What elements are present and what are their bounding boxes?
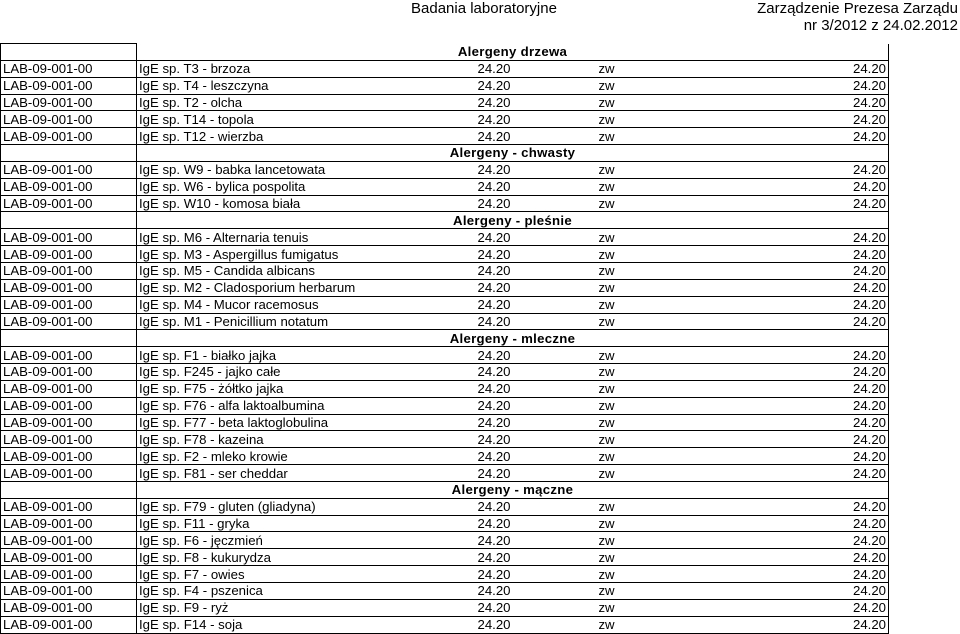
- vat-cell: zw: [513, 465, 701, 482]
- table-row: [1, 195, 889, 212]
- procedure-code-cell: LAB-09-001-00: [1, 397, 137, 414]
- procedure-code-cell: LAB-09-001-00: [1, 414, 137, 431]
- gross-price-cell: 24.20: [701, 229, 889, 246]
- section-title: Alergeny drzewa: [137, 44, 889, 61]
- net-price-cell: 24.20: [325, 616, 513, 633]
- table-row: [1, 431, 889, 448]
- table-row: [1, 465, 889, 482]
- test-name-cell: IgE sp. F11 - gryka: [137, 515, 325, 532]
- procedure-code-cell: LAB-09-001-00: [1, 161, 137, 178]
- table-row: [1, 549, 889, 566]
- gross-price-cell: 24.20: [701, 246, 889, 263]
- procedure-code-cell: LAB-09-001-00: [1, 111, 137, 128]
- vat-cell: zw: [513, 111, 701, 128]
- net-price-cell: 24.20: [325, 599, 513, 616]
- table-row: [1, 161, 889, 178]
- table-row: [1, 448, 889, 465]
- table-row: [1, 583, 889, 600]
- section-header-row: [1, 44, 889, 61]
- test-name-cell: IgE sp. F245 - jajko całe: [137, 364, 325, 381]
- test-name-cell: IgE sp. F14 - soja: [137, 616, 325, 633]
- vat-cell: zw: [513, 397, 701, 414]
- procedure-code-cell: LAB-09-001-00: [1, 532, 137, 549]
- gross-price-cell: 24.20: [701, 313, 889, 330]
- table-row: [1, 616, 889, 633]
- header-reference-line2: nr 3/2012 z 24.02.2012: [803, 17, 958, 34]
- procedure-code-cell: LAB-09-001-00: [1, 347, 137, 364]
- test-name-cell: IgE sp. F8 - kukurydza: [137, 549, 325, 566]
- test-name-cell: IgE sp. F81 - ser cheddar: [137, 465, 325, 482]
- table-row: [1, 515, 889, 532]
- gross-price-cell: 24.20: [701, 161, 889, 178]
- net-price-cell: 24.20: [325, 161, 513, 178]
- vat-cell: zw: [513, 498, 701, 515]
- section-header-row: [1, 145, 889, 162]
- table-row: [1, 60, 889, 77]
- test-name-cell: IgE sp. T14 - topola: [137, 111, 325, 128]
- procedure-code-cell: LAB-09-001-00: [1, 498, 137, 515]
- test-name-cell: IgE sp. M5 - Candida albicans: [137, 262, 325, 279]
- table-row: [1, 262, 889, 279]
- header-reference-line1: Zarządzenie Prezesa Zarządu: [757, 0, 958, 17]
- vat-cell: zw: [513, 532, 701, 549]
- procedure-code-cell: LAB-09-001-00: [1, 229, 137, 246]
- net-price-cell: 24.20: [325, 279, 513, 296]
- table-row: [1, 94, 889, 111]
- section-title: Alergeny - pleśnie: [137, 212, 889, 229]
- gross-price-cell: 24.20: [701, 128, 889, 145]
- procedure-code-cell: LAB-09-001-00: [1, 448, 137, 465]
- net-price-cell: 24.20: [325, 414, 513, 431]
- gross-price-cell: 24.20: [701, 448, 889, 465]
- procedure-code-cell: LAB-09-001-00: [1, 77, 137, 94]
- net-price-cell: 24.20: [325, 364, 513, 381]
- net-price-cell: 24.20: [325, 94, 513, 111]
- net-price-cell: 24.20: [325, 178, 513, 195]
- section-title: Alergeny - mleczne: [137, 330, 889, 347]
- gross-price-cell: 24.20: [701, 431, 889, 448]
- table-row: [1, 229, 889, 246]
- procedure-code-cell: LAB-09-001-00: [1, 515, 137, 532]
- vat-cell: zw: [513, 414, 701, 431]
- table-row: [1, 397, 889, 414]
- test-name-cell: IgE sp. F9 - ryż: [137, 599, 325, 616]
- table-row: [1, 380, 889, 397]
- gross-price-cell: 24.20: [701, 94, 889, 111]
- net-price-cell: 24.20: [325, 431, 513, 448]
- procedure-code-cell: LAB-09-001-00: [1, 313, 137, 330]
- vat-cell: zw: [513, 279, 701, 296]
- table-row: [1, 414, 889, 431]
- test-name-cell: IgE sp. F78 - kazeina: [137, 431, 325, 448]
- table-row: [1, 347, 889, 364]
- test-name-cell: IgE sp. T3 - brzoza: [137, 60, 325, 77]
- test-name-cell: IgE sp. F7 - owies: [137, 566, 325, 583]
- net-price-cell: 24.20: [325, 448, 513, 465]
- gross-price-cell: 24.20: [701, 279, 889, 296]
- header-reference: [757, 0, 958, 34]
- vat-cell: zw: [513, 380, 701, 397]
- table-row: [1, 178, 889, 195]
- test-name-cell: IgE sp. M1 - Penicillium notatum: [137, 313, 325, 330]
- vat-cell: zw: [513, 566, 701, 583]
- vat-cell: zw: [513, 246, 701, 263]
- section-header-blank: [1, 44, 137, 61]
- procedure-code-cell: LAB-09-001-00: [1, 94, 137, 111]
- test-name-cell: IgE sp. T2 - olcha: [137, 94, 325, 111]
- gross-price-cell: 24.20: [701, 111, 889, 128]
- net-price-cell: 24.20: [325, 128, 513, 145]
- table-row: [1, 279, 889, 296]
- section-header-blank: [1, 212, 137, 229]
- procedure-code-cell: LAB-09-001-00: [1, 549, 137, 566]
- test-name-cell: IgE sp. F1 - białko jajka: [137, 347, 325, 364]
- net-price-cell: 24.20: [325, 111, 513, 128]
- net-price-cell: 24.20: [325, 246, 513, 263]
- table-row: [1, 77, 889, 94]
- gross-price-cell: 24.20: [701, 515, 889, 532]
- table-row: [1, 364, 889, 381]
- section-header-blank: [1, 330, 137, 347]
- procedure-code-cell: LAB-09-001-00: [1, 616, 137, 633]
- gross-price-cell: 24.20: [701, 380, 889, 397]
- net-price-cell: 24.20: [325, 515, 513, 532]
- gross-price-cell: 24.20: [701, 178, 889, 195]
- test-name-cell: IgE sp. W6 - bylica pospolita: [137, 178, 325, 195]
- procedure-code-cell: LAB-09-001-00: [1, 583, 137, 600]
- net-price-cell: 24.20: [325, 60, 513, 77]
- procedure-code-cell: LAB-09-001-00: [1, 128, 137, 145]
- table-row: [1, 313, 889, 330]
- section-header-row: [1, 330, 889, 347]
- vat-cell: zw: [513, 515, 701, 532]
- vat-cell: zw: [513, 262, 701, 279]
- gross-price-cell: 24.20: [701, 532, 889, 549]
- gross-price-cell: 24.20: [701, 583, 889, 600]
- net-price-cell: 24.20: [325, 549, 513, 566]
- table-row: [1, 296, 889, 313]
- vat-cell: zw: [513, 178, 701, 195]
- net-price-cell: 24.20: [325, 77, 513, 94]
- gross-price-cell: 24.20: [701, 599, 889, 616]
- net-price-cell: 24.20: [325, 347, 513, 364]
- net-price-cell: 24.20: [325, 566, 513, 583]
- net-price-cell: 24.20: [325, 380, 513, 397]
- table-row: [1, 599, 889, 616]
- procedure-code-cell: LAB-09-001-00: [1, 195, 137, 212]
- section-header-blank: [1, 145, 137, 162]
- gross-price-cell: 24.20: [701, 414, 889, 431]
- vat-cell: zw: [513, 583, 701, 600]
- test-name-cell: IgE sp. F77 - beta laktoglobulina: [137, 414, 325, 431]
- test-name-cell: IgE sp. W10 - komosa biała: [137, 195, 325, 212]
- vat-cell: zw: [513, 364, 701, 381]
- vat-cell: zw: [513, 599, 701, 616]
- section-header-blank: [1, 481, 137, 498]
- vat-cell: zw: [513, 195, 701, 212]
- vat-cell: zw: [513, 229, 701, 246]
- test-name-cell: IgE sp. M4 - Mucor racemosus: [137, 296, 325, 313]
- section-header-row: [1, 481, 889, 498]
- procedure-code-cell: LAB-09-001-00: [1, 296, 137, 313]
- vat-cell: zw: [513, 94, 701, 111]
- vat-cell: zw: [513, 161, 701, 178]
- procedure-code-cell: LAB-09-001-00: [1, 262, 137, 279]
- procedure-code-cell: LAB-09-001-00: [1, 364, 137, 381]
- procedure-code-cell: LAB-09-001-00: [1, 599, 137, 616]
- procedure-code-cell: LAB-09-001-00: [1, 279, 137, 296]
- net-price-cell: 24.20: [325, 465, 513, 482]
- procedure-code-cell: LAB-09-001-00: [1, 431, 137, 448]
- section-title: Alergeny - chwasty: [137, 145, 889, 162]
- net-price-cell: 24.20: [325, 397, 513, 414]
- procedure-code-cell: LAB-09-001-00: [1, 60, 137, 77]
- vat-cell: zw: [513, 60, 701, 77]
- gross-price-cell: 24.20: [701, 498, 889, 515]
- table-row: [1, 246, 889, 263]
- section-header-row: [1, 212, 889, 229]
- net-price-cell: 24.20: [325, 262, 513, 279]
- test-name-cell: IgE sp. M2 - Cladosporium herbarum: [137, 279, 325, 296]
- gross-price-cell: 24.20: [701, 465, 889, 482]
- procedure-code-cell: LAB-09-001-00: [1, 178, 137, 195]
- table-row: [1, 498, 889, 515]
- gross-price-cell: 24.20: [701, 77, 889, 94]
- table-row: [1, 111, 889, 128]
- procedure-code-cell: LAB-09-001-00: [1, 380, 137, 397]
- net-price-cell: 24.20: [325, 498, 513, 515]
- test-name-cell: IgE sp. F4 - pszenica: [137, 583, 325, 600]
- vat-cell: zw: [513, 296, 701, 313]
- net-price-cell: 24.20: [325, 229, 513, 246]
- section-title: Alergeny - mączne: [137, 481, 889, 498]
- test-name-cell: IgE sp. F79 - gluten (gliadyna): [137, 498, 325, 515]
- table-row: [1, 566, 889, 583]
- header-title: Badania laboratoryjne: [411, 0, 557, 17]
- test-name-cell: IgE sp. T12 - wierzba: [137, 128, 325, 145]
- test-name-cell: IgE sp. F75 - żółtko jajka: [137, 380, 325, 397]
- table-row: [1, 128, 889, 145]
- vat-cell: zw: [513, 128, 701, 145]
- test-name-cell: IgE sp. M6 - Alternaria tenuis: [137, 229, 325, 246]
- net-price-cell: 24.20: [325, 195, 513, 212]
- gross-price-cell: 24.20: [701, 397, 889, 414]
- gross-price-cell: 24.20: [701, 549, 889, 566]
- net-price-cell: 24.20: [325, 296, 513, 313]
- gross-price-cell: 24.20: [701, 566, 889, 583]
- net-price-cell: 24.20: [325, 313, 513, 330]
- vat-cell: zw: [513, 313, 701, 330]
- gross-price-cell: 24.20: [701, 296, 889, 313]
- vat-cell: zw: [513, 347, 701, 364]
- procedure-code-cell: LAB-09-001-00: [1, 566, 137, 583]
- table-row: [1, 532, 889, 549]
- vat-cell: zw: [513, 431, 701, 448]
- test-name-cell: IgE sp. T4 - leszczyna: [137, 77, 325, 94]
- procedure-code-cell: LAB-09-001-00: [1, 465, 137, 482]
- vat-cell: zw: [513, 77, 701, 94]
- test-name-cell: IgE sp. F6 - jęczmień: [137, 532, 325, 549]
- test-name-cell: IgE sp. M3 - Aspergillus fumigatus: [137, 246, 325, 263]
- gross-price-cell: 24.20: [701, 364, 889, 381]
- procedure-code-cell: LAB-09-001-00: [1, 246, 137, 263]
- vat-cell: zw: [513, 616, 701, 633]
- vat-cell: zw: [513, 448, 701, 465]
- net-price-cell: 24.20: [325, 532, 513, 549]
- test-name-cell: IgE sp. F76 - alfa laktoalbumina: [137, 397, 325, 414]
- test-name-cell: IgE sp. W9 - babka lancetowata: [137, 161, 325, 178]
- gross-price-cell: 24.20: [701, 347, 889, 364]
- gross-price-cell: 24.20: [701, 60, 889, 77]
- test-name-cell: IgE sp. F2 - mleko krowie: [137, 448, 325, 465]
- vat-cell: zw: [513, 549, 701, 566]
- gross-price-cell: 24.20: [701, 262, 889, 279]
- gross-price-cell: 24.20: [701, 616, 889, 633]
- gross-price-cell: 24.20: [701, 195, 889, 212]
- price-list-table: [0, 43, 889, 634]
- net-price-cell: 24.20: [325, 583, 513, 600]
